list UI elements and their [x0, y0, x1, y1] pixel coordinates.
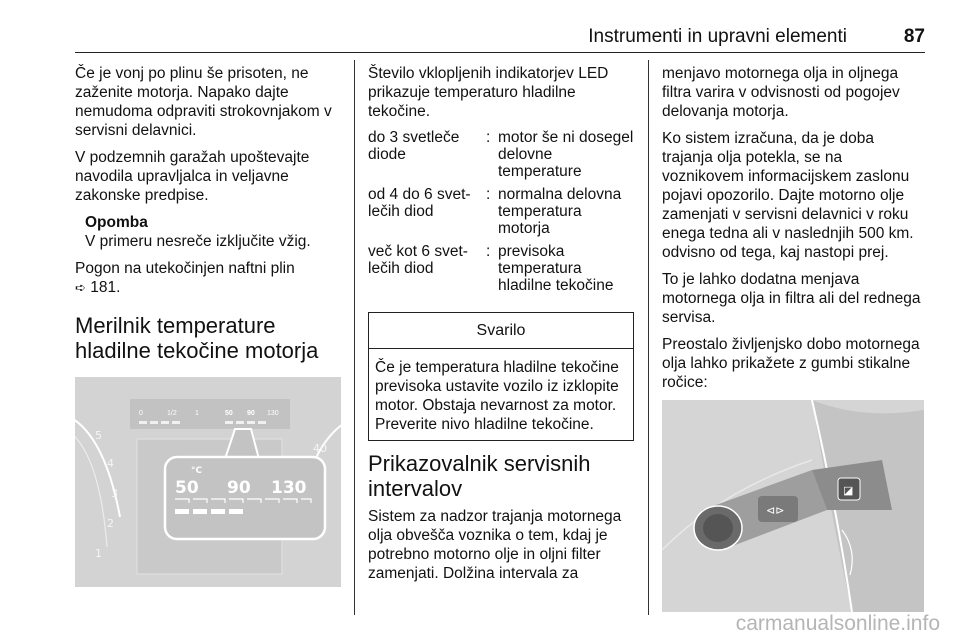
table-row — [368, 186, 634, 243]
led-count: od 4 do 6 svet-lečih diod — [368, 186, 471, 220]
paragraph: Sistem za nadzor trajanja motornega olja obvešča voznika o tem, kdaj je potrebno motorno olje in oljni filter zamenjati. Dolžina intervala za — [368, 508, 622, 582]
gauge-mark: 130 — [271, 478, 307, 498]
gauge-mark: 90 — [227, 478, 251, 498]
led-count: več kot 6 svet-lečih diod — [368, 243, 468, 277]
separator: : — [486, 186, 491, 203]
led-count: do 3 svetleče diode — [368, 129, 460, 163]
paragraph: V podzemnih garažah upoštevajte navodila upravljalca in veljavne zakonske predpise. — [75, 149, 310, 204]
table-row — [368, 243, 634, 300]
column-divider — [648, 60, 649, 615]
paragraph: Preostalo življenjsko dobo motornega olja lahko prikažete z gumbi stikalne ročice: — [662, 336, 920, 391]
set-icon: ◪ — [843, 485, 854, 497]
gauge-mark: 130 — [267, 410, 279, 417]
gauge-mark: 0 — [139, 410, 143, 417]
section-heading: Merilnik temperature hladilne tekočine motorja — [75, 313, 319, 363]
page-ref-link[interactable]: 181. — [90, 279, 121, 296]
paragraph: menjavo motornega olja in oljnega filtra varira v odvisnosti od pogojev delovanja motorja. — [662, 65, 900, 120]
stalk-switch-illustration — [662, 400, 924, 612]
paragraph: Če je vonj po plinu še prisoten, ne zaženite motorja. Napako dajte nemudoma odpraviti strokovnjakom v servisni delavnici. — [75, 65, 332, 139]
dial-number: 2 — [107, 517, 114, 530]
dial-number: 40 — [313, 442, 327, 455]
separator: : — [486, 129, 491, 146]
led-meaning: previsoka temperatura hladilne tekočine — [498, 243, 614, 294]
led-meaning: motor še ni dosegel delovne temperature — [498, 129, 634, 180]
section-heading: Prikazovalnik servisnih intervalov — [368, 451, 591, 501]
lpg-text: Pogon na utekočinjen naftni plin — [75, 260, 295, 277]
arrow-icon: ⊲⊳ — [766, 505, 785, 517]
gauge-mark: 50 — [175, 478, 199, 498]
thermometer-icon: °C — [191, 466, 203, 476]
led-definition-table — [368, 129, 634, 300]
paragraph: To je lahko dodatna menjava motornega olja in filtra ali del rednega servisa. — [662, 271, 921, 326]
warning-text: Če je temperatura hladilne tekočine previsoka ustavite vozilo iz izklopite motor. Obstaja nevarnost za motor. Preverite nivo hladilne tekočine. — [375, 359, 619, 433]
table-row — [368, 129, 634, 186]
gauge-mark: 90 — [247, 410, 255, 417]
separator: : — [486, 243, 491, 260]
gauge-mark: 1/2 — [167, 410, 177, 417]
paragraph: Število vklopljenih indikatorjev LED prikazuje temperaturo hladilne tekočine. — [368, 65, 609, 120]
led-meaning: normalna delovna temperatura motorja — [498, 186, 622, 237]
column-3 — [662, 64, 924, 612]
note-text: V primeru nesreče izključite vžig. — [85, 233, 311, 250]
note-title: Opomba — [85, 214, 148, 231]
paragraph — [75, 259, 345, 297]
column-divider — [354, 60, 355, 615]
dial-number: 3 — [111, 487, 118, 500]
dial-number: 4 — [107, 457, 114, 470]
gauge-mark: 1 — [195, 410, 199, 417]
dial-number: 5 — [95, 429, 102, 442]
note-box — [75, 213, 345, 251]
column-2 — [368, 64, 634, 591]
header-title: Instrumenti in upravni elementi — [588, 26, 847, 47]
coolant-gauge-illustration — [75, 377, 341, 587]
page-ref-arrow-icon: ➪ — [75, 280, 86, 295]
column-1 — [75, 64, 345, 587]
page-number: 87 — [903, 26, 925, 47]
warning-box — [368, 312, 634, 441]
paragraph: Ko sistem izračuna, da je doba trajanja olja potekla, se na voznikovem informacijskem zaslonu pojavi opozorilo. Dajte motorno olje zamenjati v servisni delavnici v roku enega tedna ali v naslednjih 500 km. odvisno od tega, kaj nastopi prej. — [662, 130, 914, 261]
page-header — [75, 0, 925, 53]
watermark: carmanualsonline.info — [735, 612, 940, 635]
warning-title: Svarilo — [369, 313, 633, 349]
gauge-mark: 50 — [225, 410, 233, 417]
dial-number: 1 — [95, 547, 102, 560]
